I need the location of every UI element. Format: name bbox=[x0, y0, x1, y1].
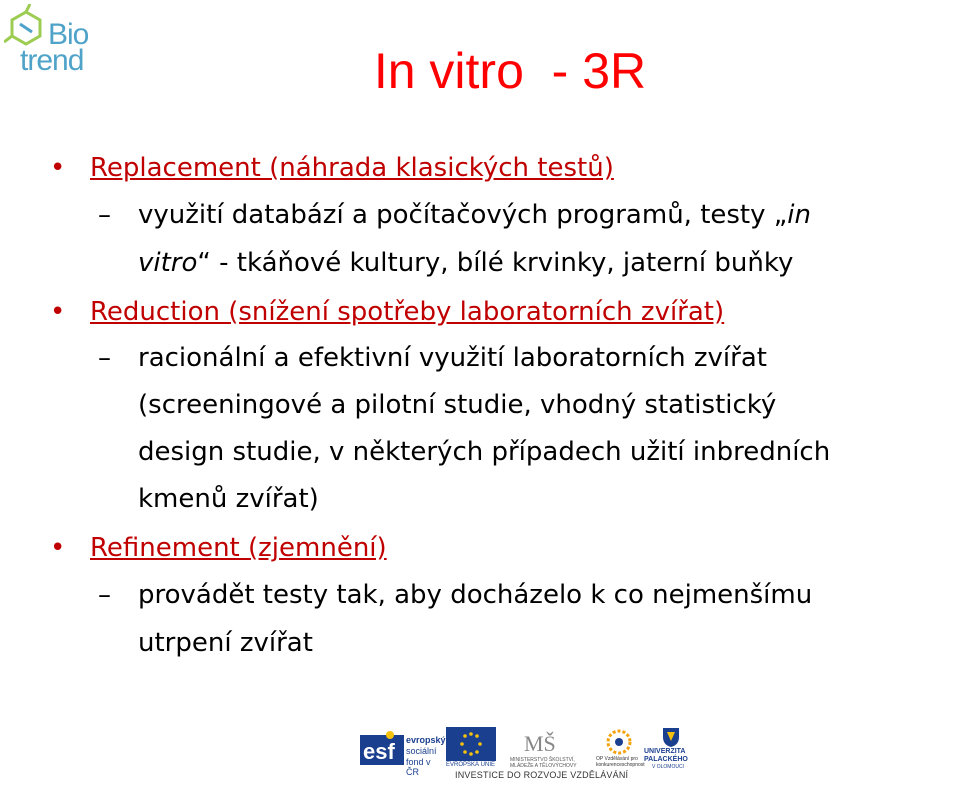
esf-line-1: evropský bbox=[406, 735, 446, 745]
replacement-line-1-italic: in bbox=[787, 200, 811, 230]
reduction-line-3: design studie, v některých případech užití inbredních bbox=[138, 437, 831, 467]
slide-title: In vitro - 3R bbox=[373, 43, 647, 99]
bullet-replacement bbox=[48, 145, 953, 191]
university-crest-icon bbox=[662, 727, 680, 747]
replacement-line-2-italic: vitro bbox=[138, 248, 198, 278]
msmt-logo bbox=[510, 727, 590, 771]
reduction-line-2: (screeningové a pilotní studie, vhodný statistický bbox=[138, 390, 777, 420]
replacement-line-2-text: “ - tkáňové kultury, bílé krvinky, jaterní buňky bbox=[197, 248, 794, 278]
svg-text:esf: esf bbox=[363, 739, 395, 764]
esf-line-2: sociální bbox=[406, 746, 437, 756]
refinement-line-2: utrpení zvířat bbox=[138, 628, 313, 658]
refinement-heading: Refinement (zjemnění) bbox=[90, 533, 387, 563]
refinement-line-1: provádět testy tak, aby docházelo k co nejmenšímu bbox=[138, 580, 813, 610]
slide-content bbox=[48, 145, 953, 667]
bullet-refinement bbox=[48, 525, 953, 571]
esf-logo bbox=[360, 729, 446, 777]
esf-mark-icon bbox=[360, 729, 404, 769]
eu-flag-icon bbox=[446, 727, 496, 761]
upol-line-2: PALACKÉHO bbox=[644, 756, 688, 763]
upol-line-1: UNIVERZITA bbox=[644, 748, 686, 755]
bullet-reduction bbox=[48, 289, 953, 335]
msmt-mark-icon bbox=[524, 727, 564, 757]
op-logo bbox=[596, 729, 645, 771]
reduction-line-4: kmenů zvířat) bbox=[138, 484, 319, 514]
reduction-line-1: racionální a efektivní využití laboratorních zvířat bbox=[138, 343, 767, 373]
replacement-heading: Replacement (náhrada klasických testů) bbox=[90, 153, 614, 183]
replacement-line-2 bbox=[138, 239, 953, 287]
upol-logo bbox=[642, 727, 702, 771]
dash-icon: – bbox=[98, 343, 111, 373]
msmt-label: MINISTERSTVO ŠKOLSTVÍ, MLÁDEŽE A TĚLOVÝCHOVY bbox=[510, 757, 577, 769]
refinement-detail bbox=[48, 571, 953, 667]
upol-line-3: V OLOMOUCI bbox=[652, 764, 684, 770]
bullet-icon: • bbox=[50, 533, 66, 563]
dash-icon: – bbox=[98, 580, 111, 610]
svg-text:MŠ: MŠ bbox=[524, 731, 556, 756]
funding-caption: INVESTICE DO ROZVOJE VZDĚLÁVÁNÍ bbox=[455, 770, 629, 780]
bullet-icon: • bbox=[50, 153, 66, 183]
logo-trend-text: trend bbox=[20, 44, 84, 77]
logo-bio-text: Bio bbox=[48, 18, 89, 51]
reduction-detail bbox=[48, 335, 953, 523]
replacement-line-1 bbox=[138, 191, 953, 239]
dash-icon: – bbox=[98, 200, 111, 230]
eu-logo bbox=[446, 727, 496, 771]
op-label: OP Vzdělávání pro konkurenceschopnost bbox=[596, 756, 645, 768]
bullet-icon: • bbox=[50, 297, 66, 327]
eu-label: EVROPSKÁ UNIE bbox=[446, 762, 496, 768]
replacement-line-1-text: využití databází a počítačových programů, testy „ bbox=[138, 200, 788, 230]
op-mark-icon bbox=[604, 729, 634, 755]
reduction-heading: Reduction (snížení spotřeby laboratorních zvířat) bbox=[90, 297, 725, 327]
replacement-detail bbox=[48, 191, 953, 287]
esf-line-3: fond v ČR bbox=[406, 757, 431, 777]
